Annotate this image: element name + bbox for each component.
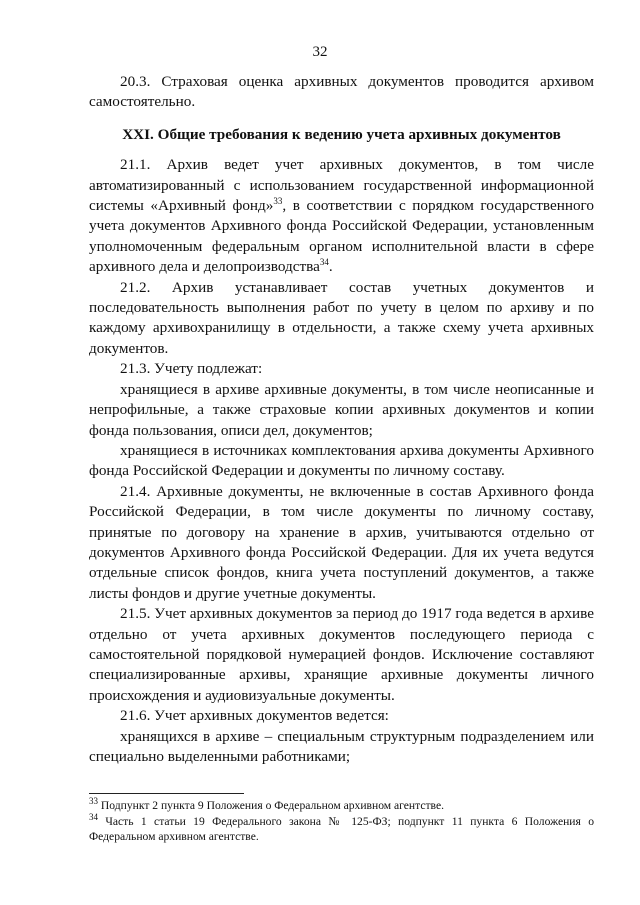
footnote-text: Подпункт 2 пункта 9 Положения о Федеральном архивном агентстве.	[98, 799, 444, 812]
paragraph-21-1-part-c: .	[328, 258, 333, 276]
footnote-divider	[89, 793, 244, 794]
footnote-mark: 34	[89, 811, 98, 822]
footnote-34	[89, 811, 594, 845]
section-heading: XXI. Общие требования к ведению учета архивных документов	[122, 125, 561, 143]
footnotes	[89, 798, 594, 845]
paragraph-21-6-item-1: хранящихся в архиве – специальным структурным подразделением или специально выделенными работниками;	[89, 727, 594, 765]
paragraph-21-1-part-b: , в соответствии с порядком государственного учета документов Архивного фонда Российской Федерации, установленным уполномоченным федеральным органом исполнительной власти в сфере архивного дела и делопроизводства	[89, 197, 594, 276]
page-number: 32	[312, 44, 328, 60]
paragraph-21-1	[89, 155, 594, 277]
footnote-ref-34: 34	[319, 257, 329, 268]
paragraph-20-3: 20.3. Страховая оценка архивных документов проводится архивом самостоятельно.	[89, 73, 594, 111]
paragraph-21-4: 21.4. Архивные документы, не включенные в состав Архивного фонда Российской Федерации, в том числе документы по личному составу, принятые по договору на хранение в архив, учитываются отдельно от документов Архивного фонда Российской Федерации. Для их учета ведутся отдельные список фондов, книга учета поступлений документов, а также листы фондов и другие учетные документы.	[89, 482, 594, 602]
document-body	[89, 72, 594, 767]
footnote-mark: 33	[89, 796, 98, 807]
paragraph-21-6: 21.6. Учет архивных документов ведется:	[120, 707, 389, 725]
paragraph-21-3-item-2: хранящиеся в источниках комплектования архива документы Архивного фонда Российской Федерации и документы по личному составу.	[89, 441, 594, 480]
paragraph-21-1-part-a: 21.1. Архив ведет учет архивных документов, в том числе автоматизированный с использованием государственной информационной системы «Архивный фонд»	[89, 156, 594, 215]
footnote-33	[89, 798, 594, 814]
paragraph-21-3-item-1: хранящиеся в архиве архивные документы, в том числе неописанные и непрофильные, а также страховые копии архивных документов и копии фонда пользования, описи дел, документов;	[89, 380, 594, 439]
paragraph-21-3: 21.3. Учету подлежат:	[120, 360, 263, 378]
footnote-text: Часть 1 статьи 19 Федерального закона № 125-ФЗ; подпункт 11 пункта 6 Положения о Федеральном архивном агентстве.	[89, 814, 594, 843]
paragraph-21-5: 21.5. Учет архивных документов за период до 1917 года ведется в архиве отдельно от учета архивных документов последующего периода с самостоятельной порядковой нумерацией фондов. Исключение составляют специализированные архивы, хранящие архивные документы личного происхождения и аудиовизуальные документы.	[89, 605, 594, 704]
footnote-ref-33: 33	[273, 195, 283, 206]
paragraph-21-2: 21.2. Архив устанавливает состав учетных документов и последовательность выполнения работ по учету в целом по архиву и по каждому архивохранилищу в отдельности, а также схему учета архивных документов.	[89, 278, 594, 357]
